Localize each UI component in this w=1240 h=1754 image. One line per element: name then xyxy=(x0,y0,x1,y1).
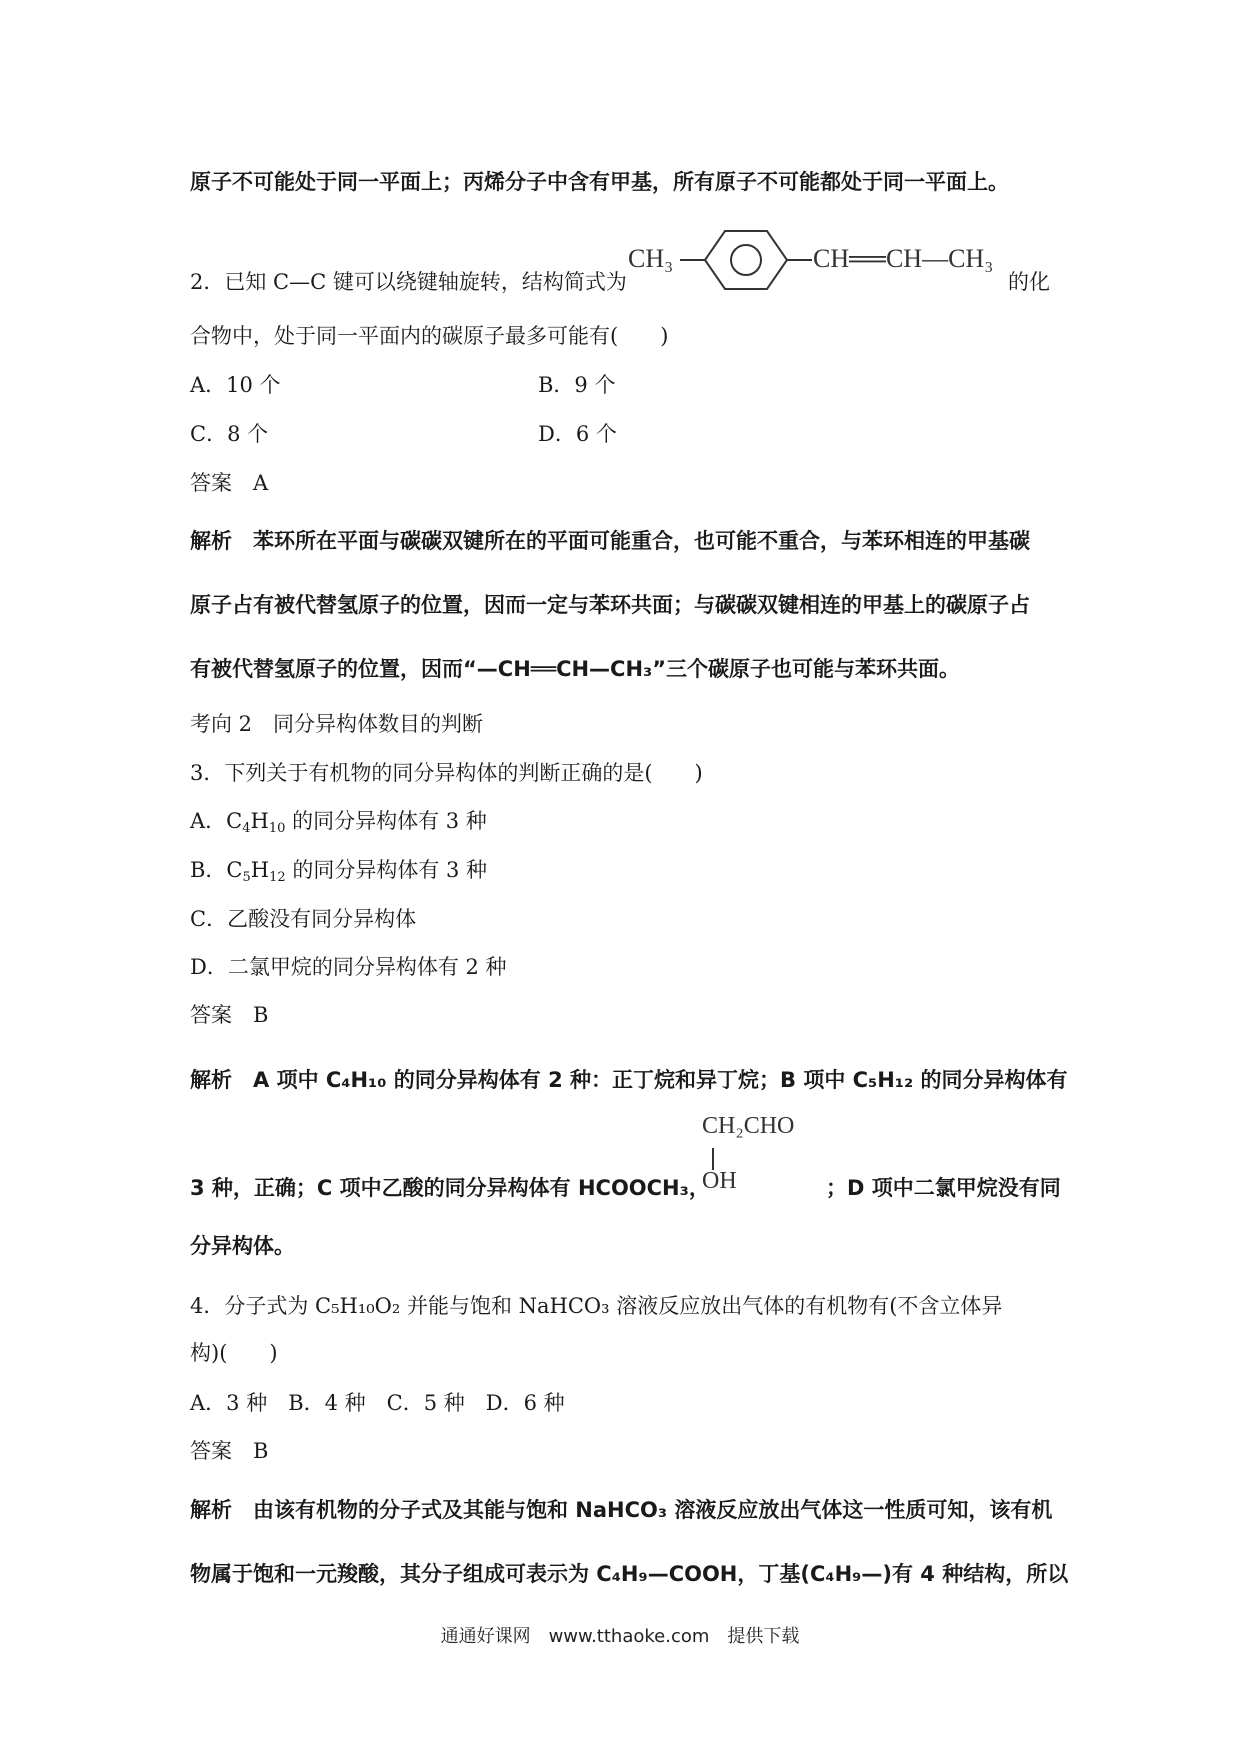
ch2cho-label: CH₂CHO xyxy=(702,1113,795,1139)
option-d: D．二氯甲烷的同分异构体有 2 种 xyxy=(190,955,507,979)
bond-line xyxy=(712,1148,714,1170)
explanation-line: 原子占有被代替氢原子的位置，因而一定与苯环共面；与碳碳双键相连的甲基上的碳原子占 xyxy=(190,593,1030,617)
explanation-line: 解析 由该有机物的分子式及其能与饱和 NaHCO₃ 溶液反应放出气体这一性质可知，该有机 xyxy=(190,1498,1053,1522)
question-4-stem: 4．分子式为 C₅H₁₀O₂ 并能与饱和 NaHCO₃ 溶液反应放出气体的有机物有(不含立体异 xyxy=(190,1294,1003,1318)
option-c: C．8 个 xyxy=(190,422,269,446)
explanation-line: 分异构体。 xyxy=(190,1234,295,1258)
propenyl-group: CH══CH—CH₃ xyxy=(813,244,994,273)
methyl-label: CH₃ xyxy=(948,244,994,273)
ch-label: CH xyxy=(885,244,923,273)
explanation-line: 有被代替氢原子的位置，因而“—CH══CH—CH₃”三个碳原子也可能与苯环共面。 xyxy=(190,657,961,681)
explanation-line: 解析 A 项中 C₄H₁₀ 的同分异构体有 2 种：正丁烷和异丁烷；B 项中 C₅H₁₂ 的同分异构体有 xyxy=(190,1068,1068,1092)
answer: 答案 B xyxy=(190,1439,269,1463)
answer: 答案 B xyxy=(190,1003,269,1027)
question-2-stem-2: 合物中，处于同一平面内的碳原子最多可能有( ) xyxy=(190,324,669,348)
benzene-ring-icon xyxy=(680,225,820,295)
text-line: 原子不可能处于同一平面上；丙烯分子中含有甲基，所有原子不可能都处于同一平面上。 xyxy=(190,170,1009,194)
option-c: C．乙酸没有同分异构体 xyxy=(190,907,417,931)
oh-label: OH xyxy=(702,1168,737,1194)
answer: 答案 A xyxy=(190,471,269,495)
question-2-stem: 2．已知 C—C 键可以绕键轴旋转，结构简式为 xyxy=(190,270,627,294)
double-bond-icon: ══ xyxy=(849,244,886,273)
explanation-line: 物属于饱和一元羧酸，其分子组成可表示为 C₄H₉—COOH，丁基(C₄H₉—)有 4 种结构，所以 xyxy=(190,1562,1069,1586)
methyl-label: CH₃ xyxy=(628,244,674,273)
option-d: D．6 个 xyxy=(538,422,617,446)
question-3-stem: 3．下列关于有机物的同分异构体的判断正确的是( ) xyxy=(190,761,703,785)
option-b: B．9 个 xyxy=(538,373,616,397)
ch-label: CH xyxy=(813,244,850,273)
option-b: B．$C_5H_{12}$ 的同分异构体有 3 种 xyxy=(190,858,488,885)
explanation-line-end: ；D 项中二氯甲烷没有同 xyxy=(826,1176,1061,1200)
options-row: A．3 种 B．4 种 C．5 种 D．6 种 xyxy=(190,1391,565,1415)
footer: 通通好课网 www.tthaoke.com 提供下载 xyxy=(440,1626,800,1647)
explanation-line: 3 种，正确；C 项中乙酸的同分异构体有 HCOOCH₃， xyxy=(190,1176,710,1200)
question-2-stem-end: 的化 xyxy=(1008,270,1050,294)
question-4-stem-2: 构)( ) xyxy=(190,1341,278,1365)
section-heading: 考向 2 同分异构体数目的判断 xyxy=(190,712,484,736)
option-a: A．10 个 xyxy=(190,373,281,397)
explanation-line: 解析 苯环所在平面与碳碳双键所在的平面可能重合，也可能不重合，与苯环相连的甲基碳 xyxy=(190,529,1030,553)
option-a: A．$C_4H_{10}$ 的同分异构体有 3 种 xyxy=(190,809,487,836)
